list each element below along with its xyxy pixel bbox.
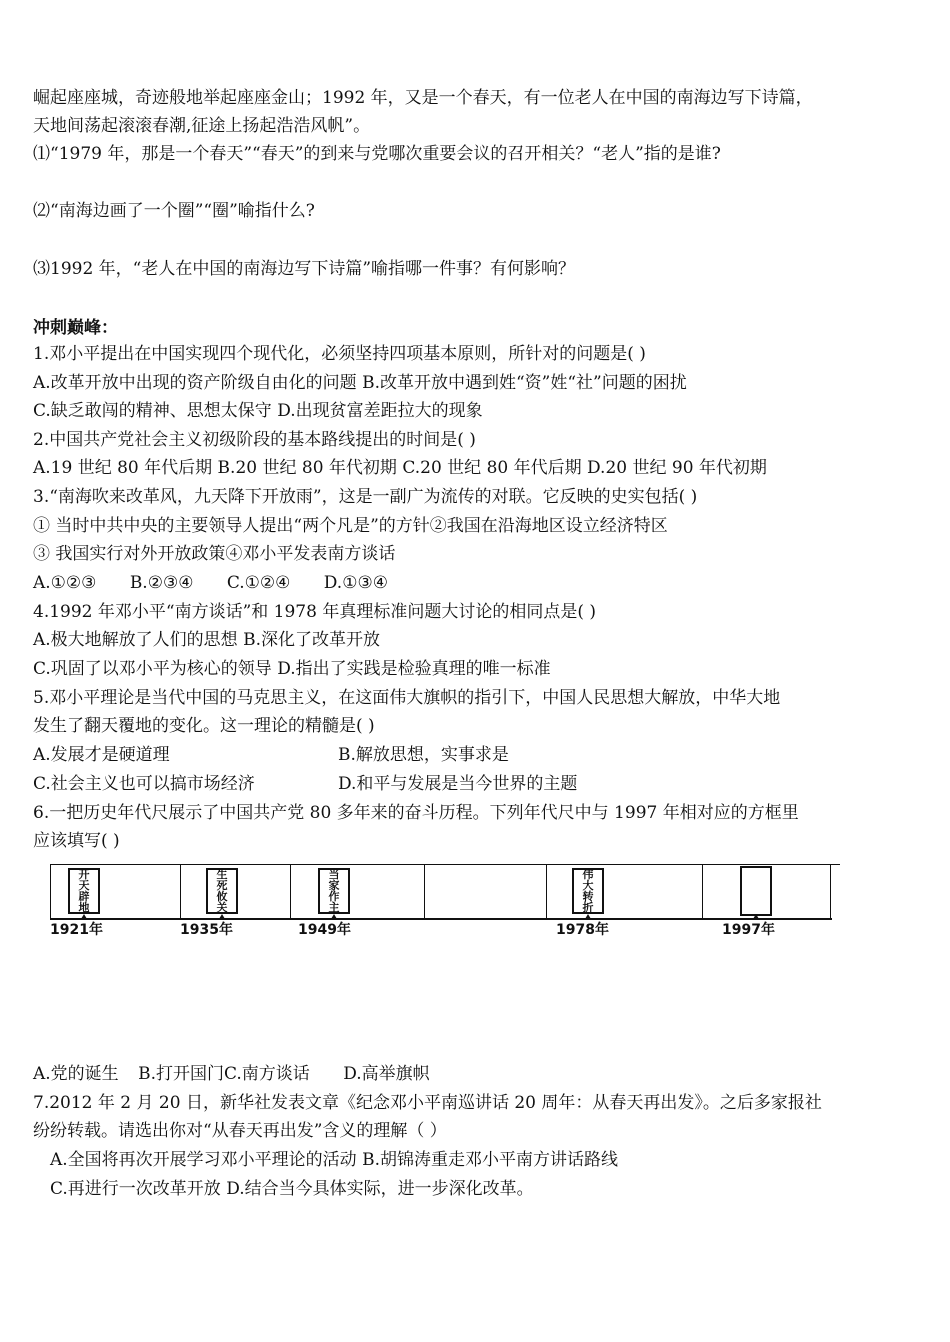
timeline-arrow (753, 914, 759, 919)
timeline-tick (424, 864, 425, 920)
question-6-options (33, 1062, 430, 1086)
question-2-stem: 2.中国共产党社会主义初级阶段的基本路线提出的时间是( ) (33, 430, 476, 450)
question-3-option-d: D.①③④ (323, 573, 388, 593)
timeline-axis (50, 918, 832, 920)
box-char: 生 (216, 868, 228, 881)
timeline-box-1978 (572, 868, 604, 914)
timeline-tick (50, 864, 51, 920)
timeline-year-1997: 1997年 (722, 922, 775, 938)
box-char: 当 (328, 868, 340, 881)
question-7-options-row-1: A.全国将再次开展学习邓小平理论的活动 B.胡锦涛重走邓小平南方讲话路线 (50, 1150, 618, 1170)
box-char: 辟 (78, 890, 90, 903)
question-6-option-d: D.高举旗帜 (343, 1064, 430, 1084)
question-5-option-b: B.解放思想，实事求是 (338, 745, 509, 765)
question-3-options (33, 571, 388, 595)
question-7-stem: 7.2012 年 2 月 20 日，新华社发表文章《纪念邓小平南巡讲话 20 周年：从春天再出发》。之后多家报社 (33, 1093, 822, 1113)
box-char: 家 (328, 879, 340, 892)
question-5-option-d: D.和平与发展是当今世界的主题 (338, 774, 578, 794)
timeline-tick (702, 864, 703, 920)
question-3-option-a: A.①②③ (33, 573, 97, 593)
question-7-stem-cont: 纷纷转载。请选出你对“从春天再出发”含义的理解（ ） (33, 1121, 447, 1141)
timeline-tick (290, 864, 291, 920)
question-5-stem: 5.邓小平理论是当代中国的马克思主义，在这面伟大旗帜的指引下，中国人民思想大解放，中华大地 (33, 688, 781, 708)
question-2-options-row: A.19 世纪 80 年代后期 B.20 世纪 80 年代初期 C.20 世纪 80 年代后期 D.20 世纪 90 年代初期 (33, 458, 767, 478)
question-4-options-row-2: C.巩固了以邓小平为核心的领导 D.指出了实践是检验真理的唯一标准 (33, 659, 551, 679)
question-3-stem: 3.“南海吹来改革风，九天降下开放雨”，这是一副广为流传的对联。它反映的史实包括( ) (33, 487, 698, 507)
question-1-options-row-1: A.改革开放中出现的资产阶级自由化的问题 B.改革开放中遇到姓“资”姓“社”问题的困扰 (33, 373, 687, 393)
question-4-stem: 4.1992 年邓小平“南方谈话”和 1978 年真理标准问题大讨论的相同点是( ) (33, 602, 597, 622)
timeline-year-1978: 1978年 (556, 922, 609, 938)
question-3-statement-row-1: ① 当时中共中央的主要领导人提出“两个凡是”的方针②我国在沿海地区设立经济特区 (33, 516, 668, 536)
box-char: 大 (582, 879, 594, 892)
question-1-stem: 1.邓小平提出在中国实现四个现代化，必须坚持四项基本原则，所针对的问题是( ) (33, 344, 646, 364)
box-char: 地 (78, 901, 90, 914)
timeline-arrow (219, 914, 225, 919)
box-char: 主 (328, 901, 340, 914)
box-char: 天 (78, 879, 90, 892)
box-char: 转 (582, 890, 594, 903)
box-char: 折 (582, 901, 594, 914)
timeline-box-1997-blank (740, 866, 772, 916)
intro-question-3: ⑶1992 年，“老人在中国的南海边写下诗篇”喻指哪一件事？有何影响？ (33, 259, 576, 279)
question-5-options-row-2 (33, 772, 577, 796)
question-6-option-a: A.党的诞生 (33, 1064, 119, 1084)
timeline-year-1921: 1921年 (50, 922, 103, 938)
timeline-tick (830, 864, 831, 920)
box-char: 攸 (216, 890, 228, 903)
box-char: 作 (328, 890, 340, 903)
question-3-option-b: B.②③④ (129, 573, 194, 593)
question-7-options-row-2: C.再进行一次改革开放 D.结合当今具体实际，进一步深化改革。 (50, 1179, 534, 1199)
question-5-stem-cont: 发生了翻天覆地的变化。这一理论的精髓是( ) (33, 716, 375, 736)
timeline-year-1935: 1935年 (180, 922, 233, 938)
intro-line-2: 天地间荡起滚滚春潮,征途上扬起浩浩风帆”。 (33, 116, 371, 136)
question-1-options-row-2: C.缺乏敢闯的精神、思想太保守 D.出现贫富差距拉大的现象 (33, 401, 483, 421)
section-title: 冲刺巅峰： (33, 318, 118, 338)
question-5-option-a: A.发展才是硬道理 (33, 745, 170, 765)
question-6-stem-cont: 应该填写( ) (33, 831, 120, 851)
timeline-top-line (50, 864, 840, 865)
question-6-option-c: C.南方谈话 (224, 1064, 310, 1084)
box-char: 死 (216, 879, 228, 892)
question-4-options-row-1: A.极大地解放了人们的思想 B.深化了改革开放 (33, 630, 380, 650)
timeline-arrow (585, 914, 591, 919)
box-char: 开 (78, 868, 90, 881)
intro-line-1: 崛起座座城，奇迹般地举起座座金山；1992 年，又是一个春天，有一位老人在中国的南海边写下诗篇， (33, 88, 813, 108)
question-5-option-c: C.社会主义也可以搞市场经济 (33, 774, 255, 794)
timeline-box-1935 (206, 868, 238, 914)
question-3-statement-row-2: ③ 我国实行对外开放政策④邓小平发表南方谈话 (33, 544, 396, 564)
question-5-options-row-1 (33, 743, 509, 767)
history-timeline-ruler (50, 858, 840, 942)
box-char: 伟 (582, 868, 594, 881)
timeline-box-1949 (318, 868, 350, 914)
timeline-tick (546, 864, 547, 920)
timeline-year-1949: 1949年 (298, 922, 351, 938)
box-char: 关 (216, 901, 228, 914)
question-6-option-b: B.打开国门 (138, 1064, 224, 1084)
timeline-tick (180, 864, 181, 920)
question-3-option-c: C.①②④ (226, 573, 291, 593)
timeline-arrow (331, 914, 337, 919)
question-6-stem: 6.一把历史年代尺展示了中国共产党 80 多年来的奋斗历程。下列年代尺中与 1997 年相对应的方框里 (33, 803, 799, 823)
timeline-arrow (81, 914, 87, 919)
intro-question-1: ⑴“1979 年，那是一个春天”“春天”的到来与党哪次重要会议的召开相关？“老人”指的是谁? (33, 144, 721, 164)
timeline-box-1921 (68, 868, 100, 914)
intro-question-2: ⑵“南海边画了一个圈”“圈”喻指什么? (33, 201, 315, 221)
